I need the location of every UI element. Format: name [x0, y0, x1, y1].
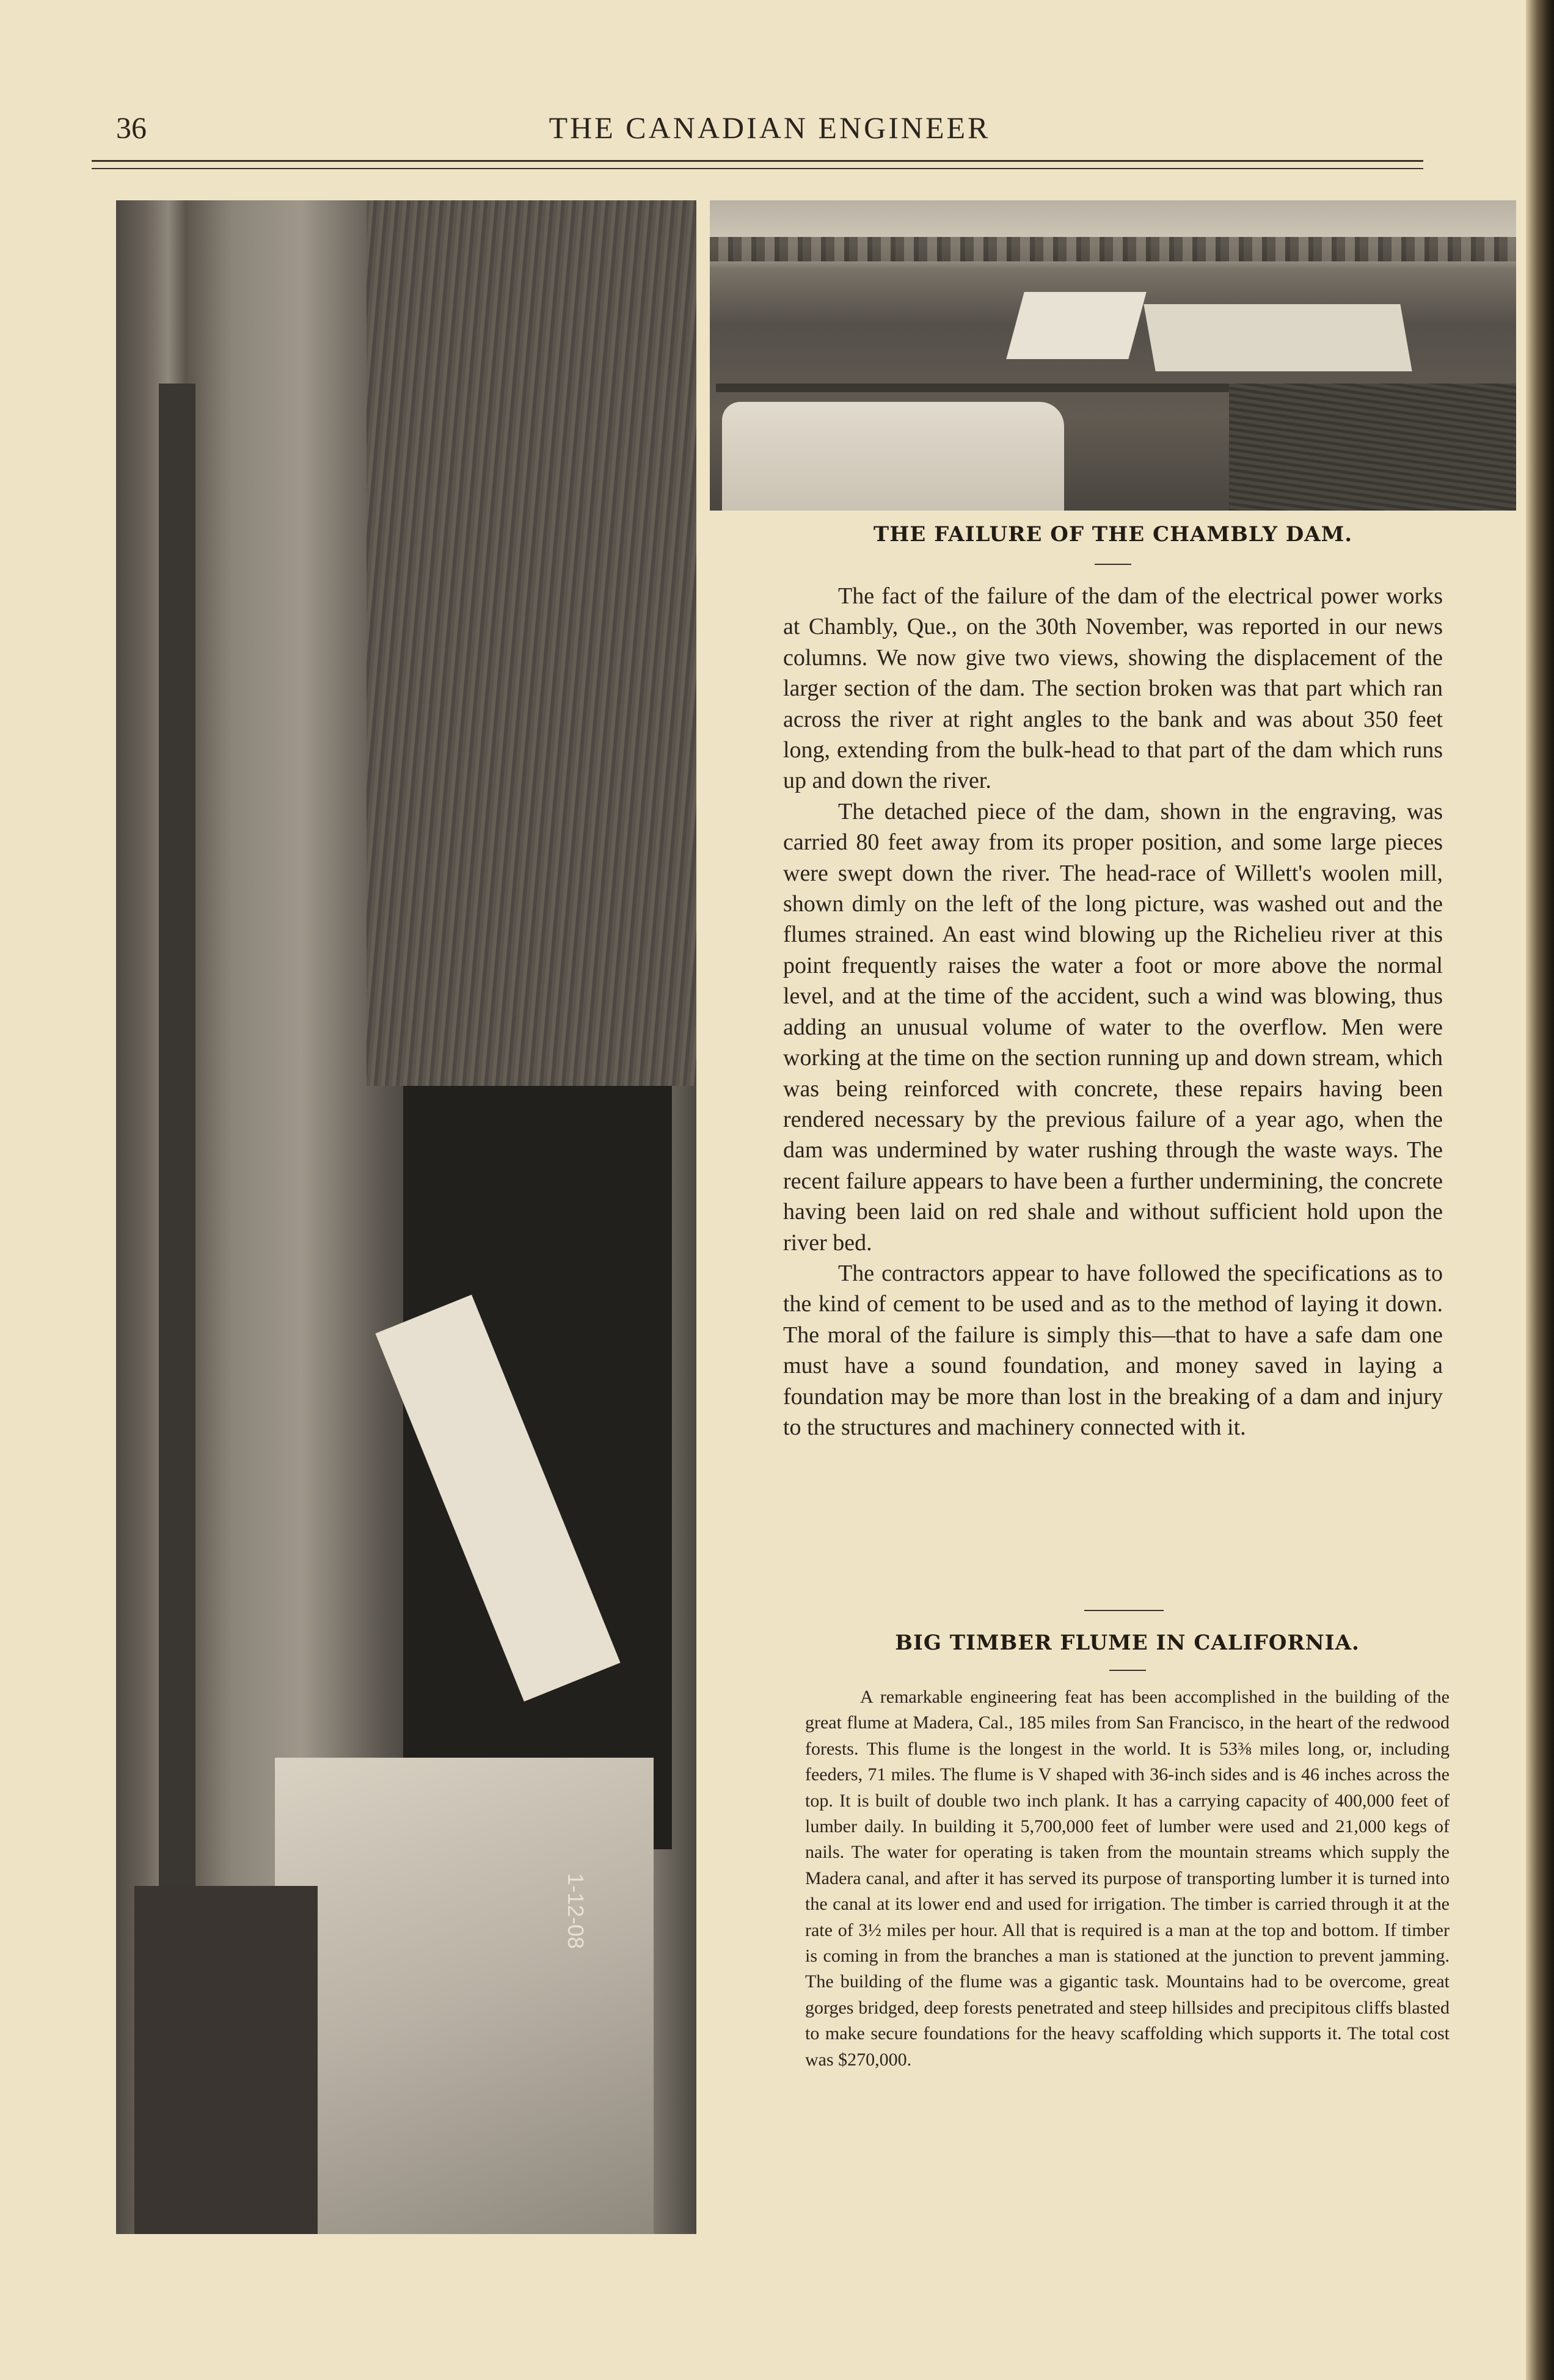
photo-ice-block — [1006, 292, 1146, 359]
article-body — [805, 1684, 1450, 2073]
dam-failure-photo-wide — [710, 200, 1516, 511]
photo-mill-building — [134, 1886, 318, 2234]
photo-dam-wall — [716, 384, 1266, 392]
photo-open-water — [1229, 384, 1516, 511]
photo-far-shore — [159, 384, 195, 1971]
photo-snow-foreground — [722, 402, 1064, 511]
article-title: THE FAILURE OF THE CHAMBLY DAM. — [873, 522, 1353, 547]
article-body — [783, 581, 1443, 1443]
header-rule — [92, 160, 1423, 169]
section-divider — [1084, 1610, 1164, 1611]
paragraph: The detached piece of the dam, shown in the engraving, was carried 80 feet away from its proper position, and some large pieces were swept down the river. The head-race of Willett's woolen mill, shown dimly on the left of the long picture, was washed out and the flumes strained. An east wind blowing up the Richelieu river at this point frequently raises the water a foot or more above the normal level, and at the time of the accident, such a wind was blowing, thus adding an unusual volume of water to the overflow. Men were working at the time on the section running up and down stream, which was being reinforced with concrete, these repairs having been rendered necessary by the previous failure of a year ago, when the dam was undermined by water rushing through the waste ways. The recent failure appears to have been a further undermining, the concrete having been laid on red shale and without sufficient hold upon the river bed. — [783, 798, 1443, 1256]
article-timber-flume — [805, 1631, 1450, 2073]
dam-failure-photo-long — [116, 200, 696, 2234]
photo-tree-line — [710, 237, 1516, 261]
paragraph: The fact of the failure of the dam of the electrical power works at Chambly, Que., on the 30th November, was reported in our news columns. We now give two views, showing the displacement of the larger section of the dam. The section broken was that part which ran across the river at right angles to the bank and was about 350 feet long, extending from the bulk-head to that part of the dam which runs up and down the river. — [783, 583, 1443, 794]
title-rule — [1109, 1670, 1146, 1671]
article-chambly-dam — [783, 522, 1443, 1443]
photo-snowy-bank — [275, 1758, 654, 2234]
photo-river-surface — [367, 200, 696, 1086]
photo-broken-dam-slab — [1144, 304, 1412, 371]
page-binding-edge — [1526, 0, 1554, 2380]
page-number: 36 — [116, 111, 147, 145]
photo-plate-mark: 1-12-08 — [563, 1872, 589, 1949]
paragraph: The contractors appear to have followed the specifications as to the kind of cement to be used and as to the method of laying it down. The moral of the failure is simply this—that to have a safe dam one must have a sound foundation, and money saved in laying a foundation may be more than lost in the breaking of a dam and injury to the structures and machinery connected with it. — [783, 1260, 1443, 1440]
journal-title: THE CANADIAN ENGINEER — [549, 111, 991, 145]
paragraph: A remarkable engineering feat has been accomplished in the building of the great flume at Madera, Cal., 185 miles from San Francisco, in the heart of the redwood forests. This flume is the longest in the world. It is 53⅜ miles long, or, including feeders, 71 miles. The flume is V shaped with 36-inch sides and is 46 inches across the top. It is built of double two inch plank. It has a carrying capacity of 400,000 feet of lumber daily. In building it 5,700,000 feet of lumber were used and 21,000 kegs of nails. The water for operating is taken from the mountain streams which supply the Madera canal, and after it has served its purpose of transporting lumber it is turned into the canal at its lower end and used for irrigation. The timber is carried through it at the rate of 3½ miles per hour. All that is required is a man at the top and bottom. If timber is coming in from the branches a man is stationed at the junction to prevent jamming. The building of the flume was a gigantic task. Mountains had to be overcome, great gorges bridged, deep forests penetrated and steep hillsides and precipitous cliffs blasted to make secure foundations for the heavy scaffolding which supports it. The total cost was $270,000. — [805, 1687, 1450, 2070]
article-title: BIG TIMBER FLUME IN CALIFORNIA. — [895, 1631, 1360, 1655]
title-rule — [1095, 564, 1131, 565]
running-head — [116, 110, 1423, 159]
